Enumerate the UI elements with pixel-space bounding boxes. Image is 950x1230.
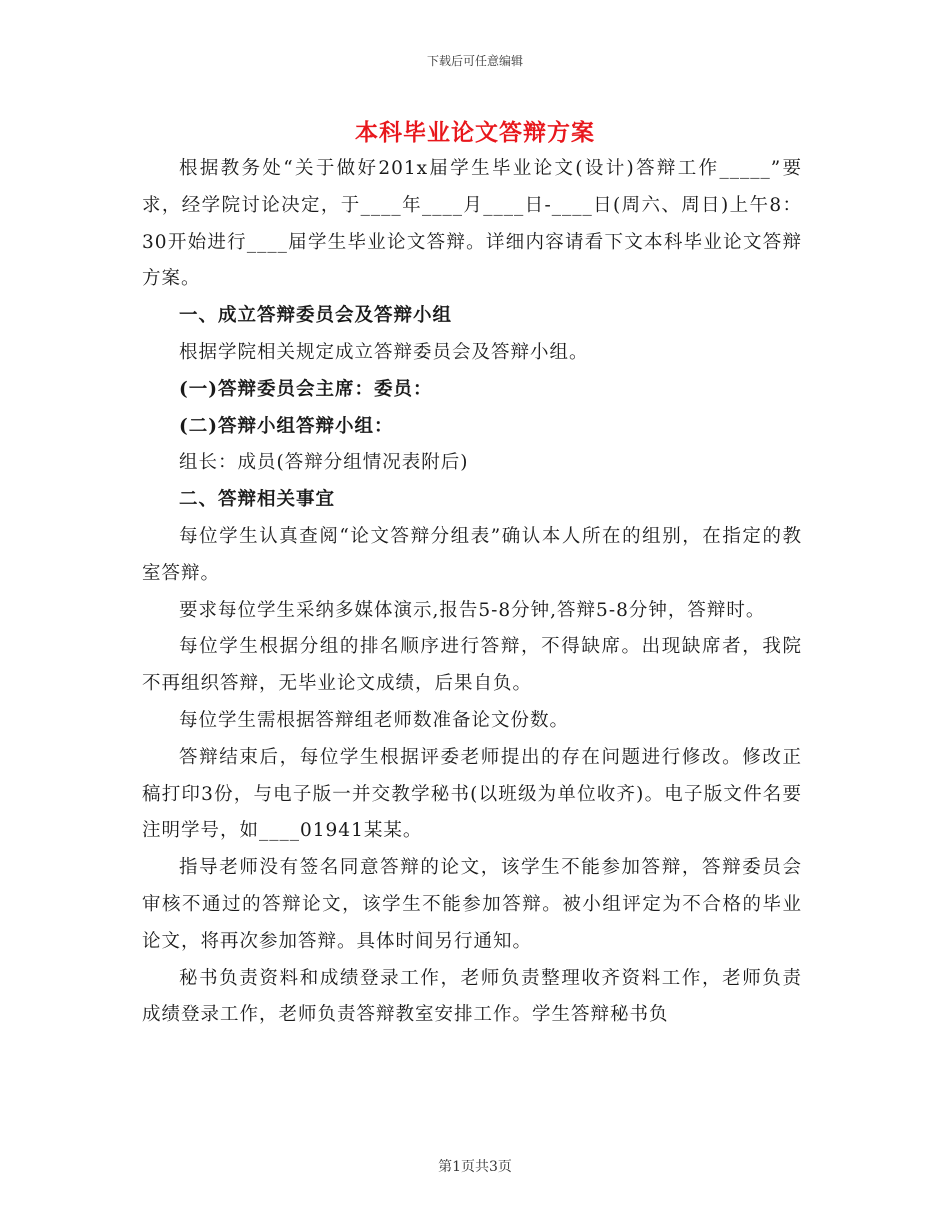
paragraph: 根据学院相关规定成立答辩委员会及答辩小组。 <box>179 341 589 363</box>
paragraph: 要求每位学生采纳多媒体演示,报告5-8分钟,答辩5-8分钟，答辩时。 <box>179 599 766 621</box>
paragraph: 秘书负责资料和成绩登录工作，老师负责整理收齐资料工作，老师负责成绩登录工作，老师负责答辩教室安排工作。学生答辩秘书负 <box>142 967 802 1026</box>
paragraph: 每位学生认真查阅“论文答辩分组表”确认本人所在的组别，在指定的教室答辩。 <box>142 525 802 584</box>
paragraph: 答辩结束后，每位学生根据评委老师提出的存在问题进行修改。修改正稿打印3份，与电子版一并交教学秘书(以班级为单位收齐)。电子版文件名要注明学号，如____01941某某。 <box>142 746 802 842</box>
subsection-heading-committee: (一)答辩委员会主席：委员： <box>179 378 433 400</box>
page-number-footer: 第1页共3页 <box>438 1159 512 1175</box>
paragraph: 组长：成员(答辩分组情况表附后) <box>179 452 469 474</box>
section-heading-1: 一、成立答辩委员会及答辩小组 <box>179 305 453 327</box>
section-heading-2: 二、答辩相关事宜 <box>179 489 336 511</box>
paragraph: 指导老师没有签名同意答辩的论文，该学生不能参加答辩，答辩委员会审核不通过的答辩论文，该学生不能参加答辩。被小组评定为不合格的毕业论文，将再次参加答辩。具体时间另行通知。 <box>142 857 802 952</box>
paragraph: 每位学生根据分组的排名顺序进行答辩，不得缺席。出现缺席者，我院不再组织答辩，无毕业论文成绩，后果自负。 <box>142 636 802 695</box>
paragraph: 每位学生需根据答辩组老师数准备论文份数。 <box>179 709 570 731</box>
page-header: 下载后可任意编辑 <box>426 54 523 68</box>
document-title: 本科毕业论文答辩方案 <box>355 119 595 146</box>
subsection-heading-groups: (二)答辩小组答辩小组： <box>179 415 394 437</box>
paragraph-intro: 根据教务处“关于做好201x届学生毕业论文(设计)答辩工作_____”要求，经学院讨论决定，于____年____月____日-____日(周六、周日)上午8：30开始进行____届学生毕业论文答辩。详细内容请看下文本科毕业论文答辩方案。 <box>142 158 802 290</box>
document-body <box>142 151 802 1034</box>
